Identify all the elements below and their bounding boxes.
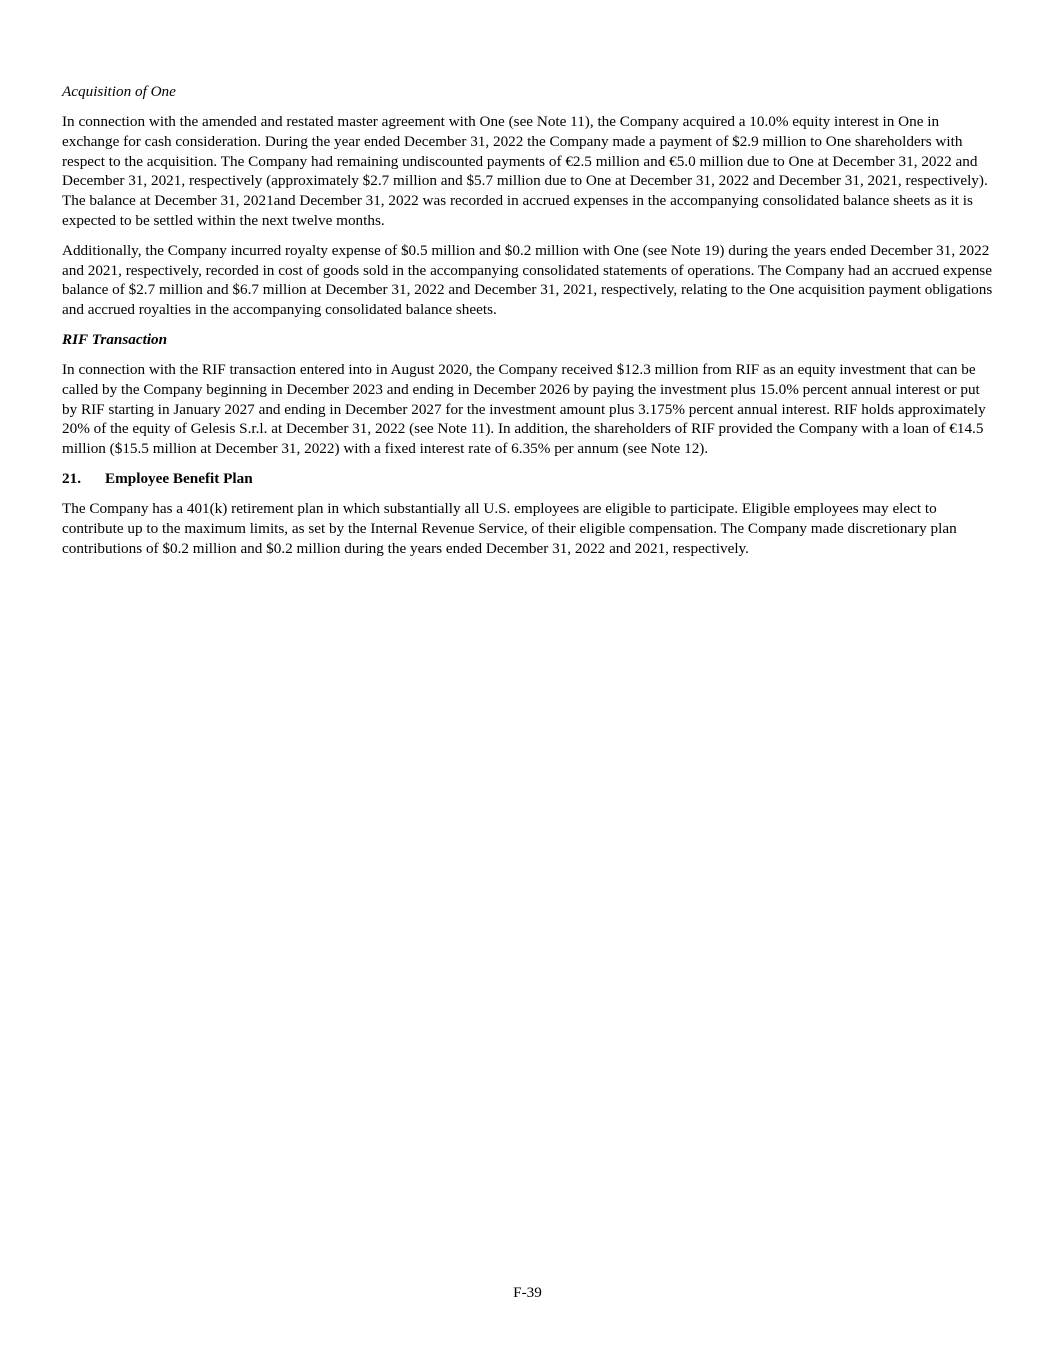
page-number: F-39: [513, 1284, 542, 1301]
acquisition-paragraph-2: Additionally, the Company incurred royalty expense of $0.5 million and $0.2 million with One (see Note 19) during the years ended December 31, 2022 and 2021, respectively, recorded in cost of goods sold in the accompanying consolidated statements of operations. The Company had an accrued expense balance of $2.7 million and $6.7 million at December 31, 2022 and December 31, 2021, respectively, relating to the One acquisition payment obligations and accrued royalties in the accompanying consolidated balance sheets.: [62, 241, 993, 319]
section-title: Employee Benefit Plan: [105, 469, 253, 487]
rif-transaction-heading: RIF Transaction: [62, 330, 168, 348]
section-number: 21.: [62, 469, 81, 487]
document-page: [62, 82, 996, 568]
acquisition-paragraph-1: In connection with the amended and restated master agreement with One (see Note 11), the Company acquired a 10.0% equity interest in One in exchange for cash consideration. During the year ended December 31, 2022 the Company made a payment of $2.9 million to One shareholders with respect to the acquisition. The Company had remaining undiscounted payments of €2.5 million and €5.0 million due to One at December 31, 2022 and December 31, 2021, respectively (approximately $2.7 million and $5.7 million due to One at December 31, 2022 and December 31, 2021, respectively). The balance at December 31, 2021and December 31, 2022 was recorded in accrued expenses in the accompanying consolidated balance sheets as it is expected to be settled within the next twelve months.: [62, 113, 988, 229]
employee-benefit-plan-heading: [62, 469, 996, 489]
benefit-plan-paragraph-1: The Company has a 401(k) retirement plan in which substantially all U.S. employees are eligible to participate. Eligible employees may elect to contribute up to the maximum limits, as set by the Internal Revenue Service, of their eligible compensation. The Company made discretionary plan contributions of $0.2 million and $0.2 million during the years ended December 31, 2022 and 2021, respectively.: [62, 499, 957, 557]
acquisition-of-one-heading: Acquisition of One: [62, 83, 176, 100]
rif-paragraph-1: In connection with the RIF transaction entered into in August 2020, the Company received $12.3 million from RIF as an equity investment that can be called by the Company beginning in December 2023 and ending in December 2026 by paying the investment plus 15.0% percent annual interest or put by RIF starting in January 2027 and ending in December 2027 for the investment amount plus 3.175% percent annual interest. RIF holds approximately 20% of the equity of Gelesis S.r.l. at December 31, 2022 (see Note 11). In addition, the shareholders of RIF provided the Company with a loan of €14.5 million ($15.5 million at December 31, 2022) with a fixed interest rate of 6.35% per annum (see Note 12).: [62, 360, 986, 458]
